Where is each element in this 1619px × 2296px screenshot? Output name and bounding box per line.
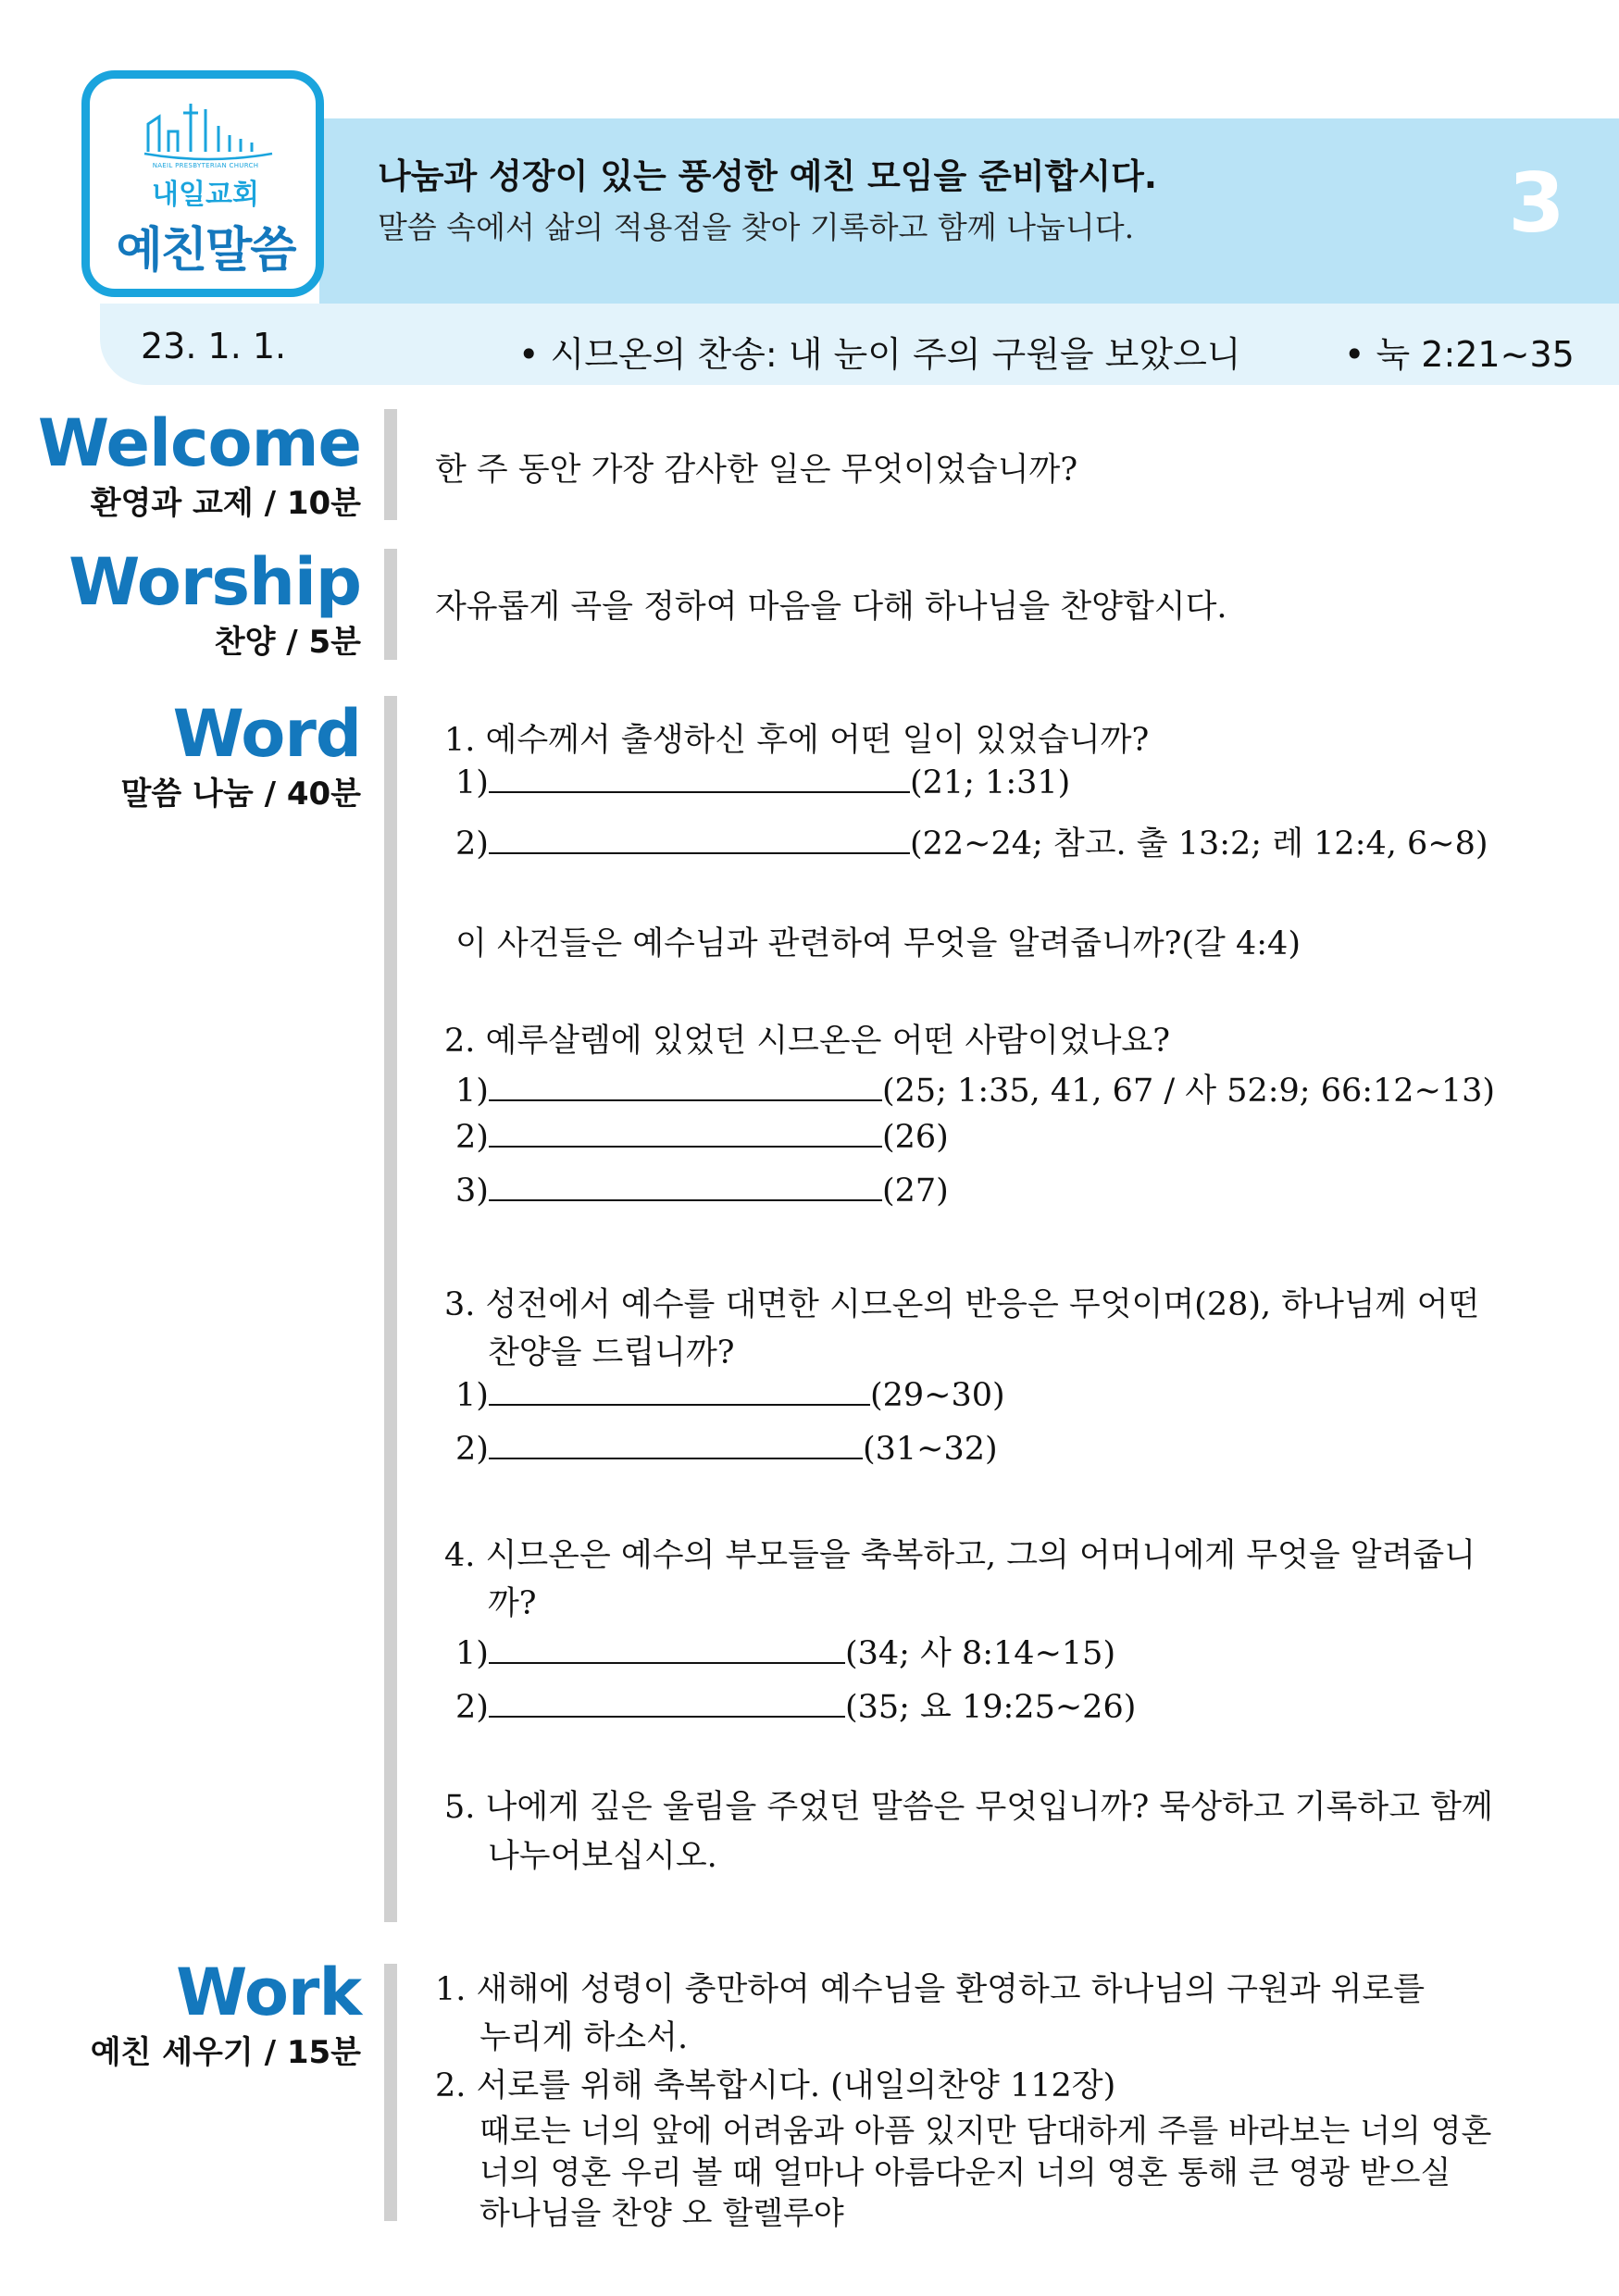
answer-reference: (27) xyxy=(881,1173,949,1210)
worship-text: 자유롭게 곡을 정하여 마음을 다해 하나님을 찬양합시다. xyxy=(435,589,1227,626)
answer-label: 1) xyxy=(455,1635,489,1672)
answer-label: 2) xyxy=(455,1431,489,1468)
welcome-question: 한 주 동안 가장 감사한 일은 무엇이었습니까? xyxy=(435,452,1078,489)
work-item-1: 1. 새해에 성령이 충만하여 예수님을 환영하고 하나님의 구원과 위로를 xyxy=(435,1971,1426,2008)
logo-title: 예친말씀 xyxy=(116,223,295,279)
question-2: 2. 예루살렘에 있었던 시므온은 어떤 사람이었나요? xyxy=(444,1023,1170,1060)
welcome-divider xyxy=(384,409,397,520)
answer-reference: (26) xyxy=(881,1119,949,1156)
answer-label: 1) xyxy=(455,1377,489,1414)
answer-label: 2) xyxy=(455,1119,489,1156)
answer-label: 1) xyxy=(455,1073,489,1110)
work-title: Work xyxy=(176,1955,361,2030)
worship-divider xyxy=(384,549,397,660)
answer-blank[interactable] xyxy=(489,826,910,854)
question-5: 5. 나에게 깊은 울림을 주었던 말씀은 무엇입니까? 묵상하고 기록하고 함께 xyxy=(444,1789,1493,1826)
welcome-subtitle: 환영과 교제 / 10분 xyxy=(90,485,361,522)
question-1: 1. 예수께서 출생하신 후에 어떤 일이 있었습니까? xyxy=(444,722,1150,759)
answer-blank[interactable] xyxy=(489,1636,845,1664)
question-5-cont: 나누어보십시오. xyxy=(488,1838,717,1875)
answer-blank[interactable] xyxy=(489,765,910,793)
question-1-followup: 이 사건들은 예수님과 관련하여 무엇을 알려줍니까?(갈 4:4) xyxy=(455,925,1301,962)
answer-blank[interactable] xyxy=(489,1690,845,1718)
answer-reference: (22~24; 참고. 출 13:2; 레 12:4, 6~8) xyxy=(909,825,1488,863)
banner-title: 나눔과 성장이 있는 풍성한 예친 모임을 준비합시다. xyxy=(378,156,1157,196)
lesson-title: • 시므온의 찬송: 내 눈이 주의 구원을 보았으니 xyxy=(518,334,1241,375)
answer-reference: (35; 요 19:25~26) xyxy=(844,1689,1137,1726)
answer-blank[interactable] xyxy=(489,1074,882,1101)
answer-line[interactable] xyxy=(455,1682,1136,1728)
work-subtitle: 예친 세우기 / 15분 xyxy=(90,2034,361,2071)
answer-line[interactable] xyxy=(455,818,1488,864)
answer-reference: (34; 사 8:14~15) xyxy=(844,1635,1116,1672)
answer-line[interactable] xyxy=(455,1628,1115,1674)
answer-reference: (25; 1:35, 41, 67 / 사 52:9; 66:12~13) xyxy=(881,1073,1496,1110)
worship-title: Worship xyxy=(68,544,361,620)
answer-label: 2) xyxy=(455,1689,489,1726)
lesson-scripture: • 눅 2:21~35 xyxy=(1344,334,1575,375)
work-divider xyxy=(384,1964,397,2221)
worship-subtitle: 찬양 / 5분 xyxy=(214,624,361,661)
question-3-cont: 찬양을 드립니까? xyxy=(488,1334,735,1371)
answer-label: 2) xyxy=(455,825,489,863)
page-number: 3 xyxy=(1508,155,1565,251)
answer-reference: (21; 1:31) xyxy=(909,764,1071,801)
logo-korean-name: 내일교회 xyxy=(152,179,259,211)
question-4: 4. 시므온은 예수의 부모들을 축복하고, 그의 어머니에게 무엇을 알려줍니 xyxy=(444,1537,1476,1574)
answer-label: 3) xyxy=(455,1173,489,1210)
hymn-lyrics-line: 때로는 너의 앞에 어려움과 아픔 있지만 담대하게 주를 바라보는 너의 영혼 xyxy=(479,2113,1492,2150)
answer-line[interactable] xyxy=(455,1173,949,1210)
work-item-2: 2. 서로를 위해 축복합시다. (내일의찬양 112장) xyxy=(435,2067,1116,2104)
work-item-1-cont: 누리게 하소서. xyxy=(479,2019,689,2056)
answer-line[interactable] xyxy=(455,1377,1005,1414)
answer-line[interactable] xyxy=(455,1431,998,1468)
answer-label: 1) xyxy=(455,764,489,801)
word-divider xyxy=(384,696,397,1922)
word-title: Word xyxy=(172,696,361,772)
answer-reference: (31~32) xyxy=(862,1431,998,1468)
answer-line[interactable] xyxy=(455,1119,949,1156)
logo-english-name: NAEIL PRESBYTERIAN CHURCH xyxy=(152,162,259,169)
answer-blank[interactable] xyxy=(489,1378,870,1406)
answer-reference: (29~30) xyxy=(869,1377,1005,1414)
answer-blank[interactable] xyxy=(489,1120,882,1148)
word-subtitle: 말씀 나눔 / 40분 xyxy=(120,776,361,813)
question-3: 3. 성전에서 예수를 대면한 시므온의 반응은 무엇이며(28), 하나님께 어떤 xyxy=(444,1286,1480,1323)
answer-line[interactable] xyxy=(455,1065,1495,1111)
answer-blank[interactable] xyxy=(489,1173,882,1201)
hymn-lyrics-line: 하나님을 찬양 오 할렐루야 xyxy=(479,2195,844,2232)
church-skyline-icon xyxy=(139,96,278,163)
answer-line[interactable] xyxy=(455,764,1070,801)
hymn-lyrics-line: 너의 영혼 우리 볼 때 얼마나 아름다운지 너의 영혼 통해 큰 영광 받으실 xyxy=(479,2154,1451,2191)
question-4-cont: 까? xyxy=(488,1585,537,1622)
banner-subtitle: 말씀 속에서 삶의 적용점을 찾아 기록하고 함께 나눕니다. xyxy=(378,209,1135,245)
lesson-date: 23. 1. 1. xyxy=(141,326,287,366)
answer-blank[interactable] xyxy=(489,1432,863,1459)
welcome-title: Welcome xyxy=(37,405,361,481)
